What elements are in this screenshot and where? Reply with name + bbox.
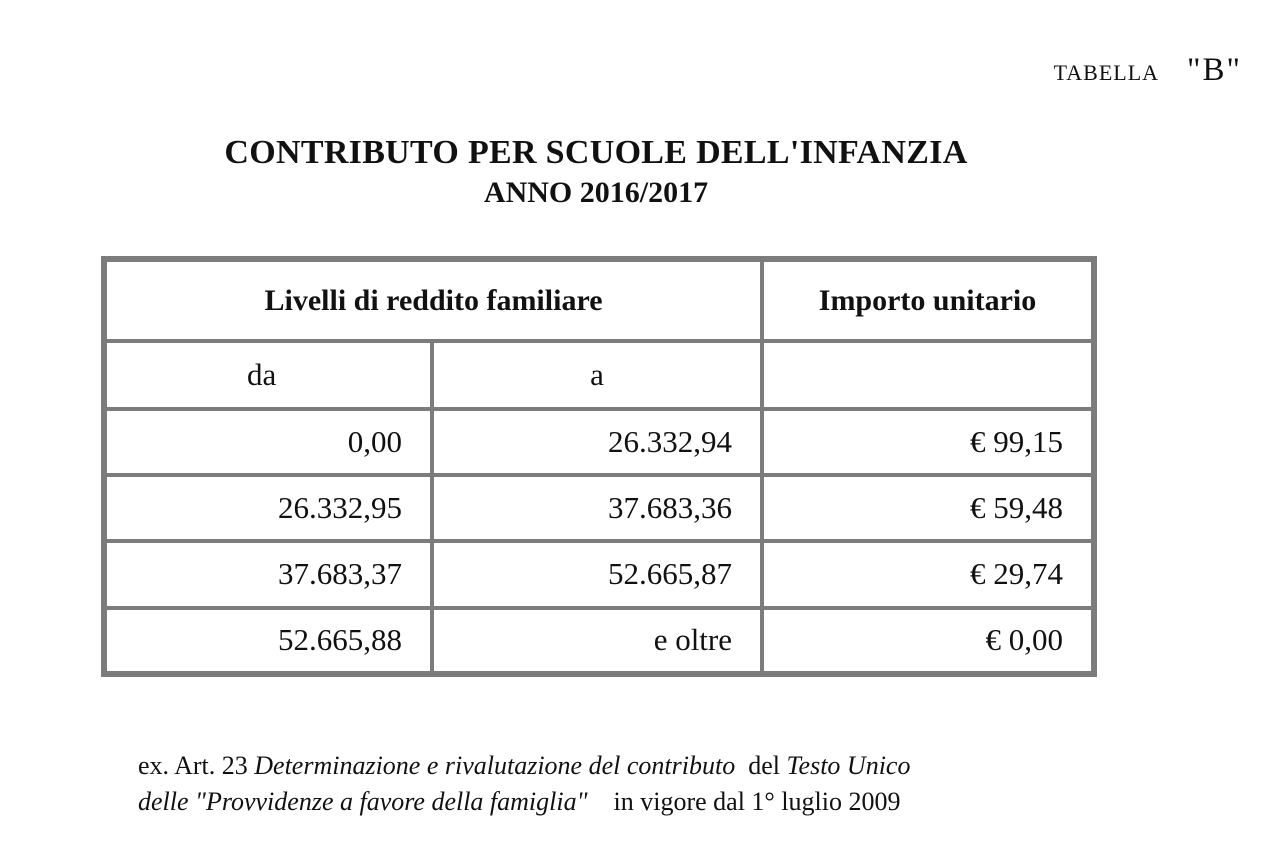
cell-amount: € 59,48 — [762, 475, 1094, 541]
table-header-row — [104, 259, 1094, 341]
footnote-article-title: Determinazione e rivalutazione del contributo — [254, 751, 736, 780]
footnote-testo-unico: Testo Unico — [786, 751, 911, 780]
cell-from: 0,00 — [104, 409, 432, 475]
cell-from: 52.665,88 — [104, 608, 432, 674]
tabella-letter: "B" — [1187, 52, 1242, 88]
cell-to: e oltre — [432, 608, 762, 674]
cell-amount: € 99,15 — [762, 409, 1094, 475]
cell-from: 37.683,37 — [104, 541, 432, 607]
contribution-table — [101, 256, 1097, 677]
cell-to: 37.683,36 — [432, 475, 762, 541]
header-unit-amount: Importo unitario — [762, 259, 1094, 341]
cell-amount: € 0,00 — [762, 608, 1094, 674]
footnote-line-1 — [138, 748, 910, 784]
table-label — [1054, 52, 1242, 89]
table-row — [104, 608, 1094, 674]
title-line-1: CONTRIBUTO PER SCUOLE DELL'INFANZIA — [224, 134, 968, 171]
table-subheader-row — [104, 341, 1094, 408]
table-row — [104, 475, 1094, 541]
footnote-law-name: delle "Provvidenze a favore della famiglia" — [138, 787, 588, 816]
footnote-of: del — [735, 751, 787, 780]
footnote-line-2 — [138, 784, 910, 820]
footnote — [138, 748, 910, 820]
document-title — [0, 133, 1192, 211]
cell-to: 26.332,94 — [432, 409, 762, 475]
title-line-2: ANNO 2016/2017 — [483, 176, 709, 209]
table-row — [104, 541, 1094, 607]
footnote-article: ex. Art. 23 — [138, 751, 255, 780]
tabella-word: TABELLA — [1053, 60, 1160, 85]
cell-to: 52.665,87 — [432, 541, 762, 607]
subheader-empty — [762, 341, 1094, 408]
subheader-to: a — [432, 341, 762, 408]
cell-amount: € 29,74 — [762, 541, 1094, 607]
cell-from: 26.332,95 — [104, 475, 432, 541]
footnote-effective-date: in vigore dal 1° luglio 2009 — [587, 787, 901, 816]
table-row — [104, 409, 1094, 475]
subheader-from: da — [104, 341, 432, 408]
header-income-levels: Livelli di reddito familiare — [104, 259, 762, 341]
